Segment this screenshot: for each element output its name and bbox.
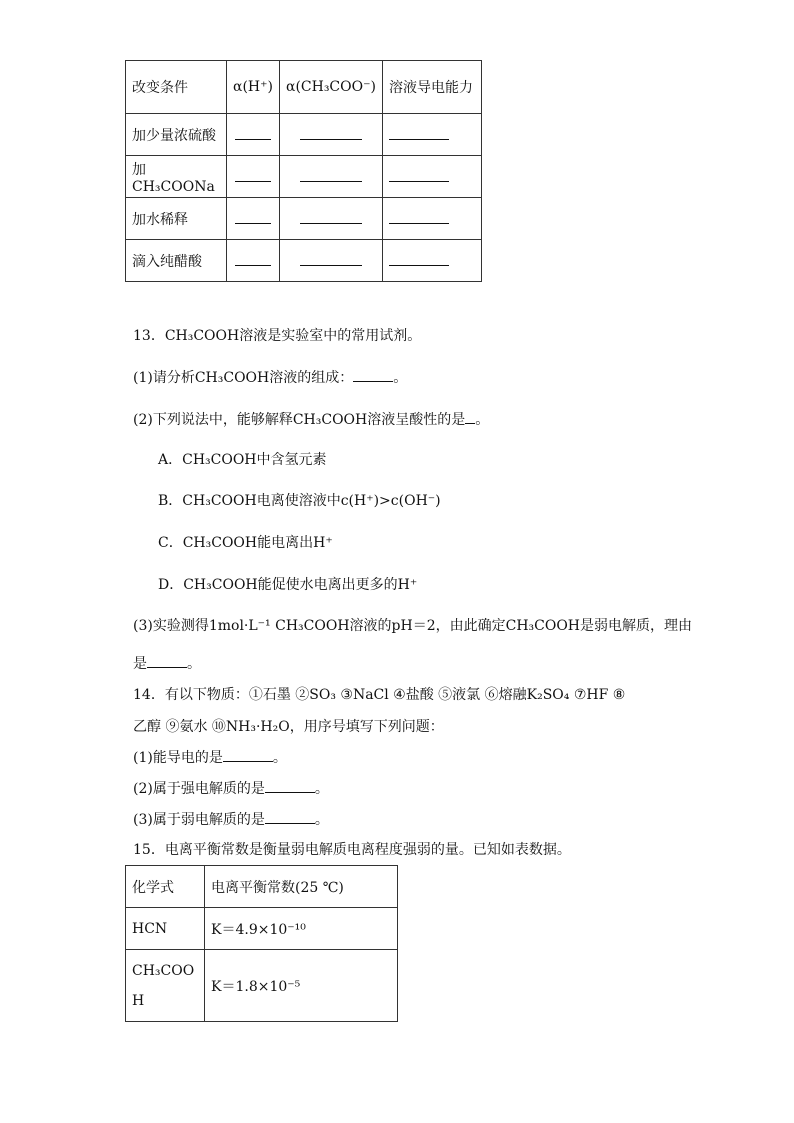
- answer-blank[interactable]: [265, 810, 315, 824]
- q13-part2-end: 。: [475, 412, 490, 428]
- answer-blank[interactable]: [300, 209, 362, 224]
- answer-blank[interactable]: [353, 368, 393, 382]
- blank-cell: [227, 240, 280, 282]
- q14-part1-text: (1)能导电的是: [133, 750, 223, 766]
- blank-cell: [227, 156, 280, 198]
- q13-option-c: C．CH₃COOH能电离出H⁺: [158, 535, 333, 551]
- q13-option-d: D．CH₃COOH能促使水电离出更多的H⁺: [158, 577, 418, 593]
- q13-part3-text: 是: [133, 656, 147, 672]
- q14-part3-text: (3)属于弱电解质的是: [133, 812, 265, 828]
- header-alpha-h: α(H⁺): [227, 61, 280, 114]
- q14-part3-end: 。: [314, 812, 329, 828]
- answer-blank[interactable]: [235, 167, 271, 182]
- q13-part3-end: 。: [187, 656, 201, 672]
- table-header-row: [126, 61, 482, 114]
- row-formula-line2: H: [132, 992, 145, 1009]
- row-formula: [126, 950, 205, 1022]
- answer-blank[interactable]: [235, 209, 271, 224]
- table-header-row: [126, 866, 398, 908]
- answer-blank[interactable]: [223, 748, 273, 762]
- answer-blank[interactable]: [389, 251, 449, 266]
- answer-blank[interactable]: [300, 125, 362, 140]
- q13-part2-text: (2)下列说法中，能够解释CH₃COOH溶液呈酸性的是: [133, 412, 466, 428]
- row-formula: HCN: [126, 908, 205, 950]
- q13-part3-line1: (3)实验测得1mol·L⁻¹ CH₃COOH溶液的pH＝2，由此确定CH₃COOH是弱电解质，理由: [133, 618, 693, 634]
- header-condition: 改变条件: [126, 61, 227, 114]
- blank-cell: [279, 240, 382, 282]
- answer-blank[interactable]: [235, 125, 271, 140]
- row-condition: 加CH₃COONa: [126, 156, 227, 198]
- q14-part2-end: 。: [314, 781, 329, 797]
- q14-line2: 乙醇 ⑨氨水 ⑩NH₃·H₂O，用序号填写下列问题：: [133, 719, 444, 735]
- q15-stem: 15．电离平衡常数是衡量弱电解质电离程度强弱的量。已知如表数据。: [133, 842, 571, 858]
- header-conductivity: 溶液导电能力: [382, 61, 481, 114]
- row-constant: K＝4.9×10⁻¹⁰: [205, 908, 398, 950]
- table-row: [126, 240, 482, 282]
- answer-blank[interactable]: [265, 779, 315, 793]
- q14-part1: [133, 748, 287, 767]
- q13-option-b: B．CH₃COOH电离使溶液中c(H⁺)>c(OH⁻): [158, 493, 441, 509]
- q13-part1: [133, 368, 407, 387]
- blank-cell: [382, 240, 481, 282]
- table-row: [126, 950, 398, 1022]
- q14-part2-text: (2)属于强电解质的是: [133, 781, 265, 797]
- blank-cell: [279, 114, 382, 156]
- q14-part2: [133, 779, 329, 798]
- q14-line1: 14．有以下物质：①石墨 ②SO₃ ③NaCl ④盐酸 ⑤液氯 ⑥熔融K₂SO₄ ⑦HF ⑧: [133, 687, 626, 703]
- blank-cell: [382, 198, 481, 240]
- conditions-table: [125, 60, 482, 282]
- q14-part1-end: 。: [272, 750, 287, 766]
- row-condition: 加少量浓硫酸: [126, 114, 227, 156]
- header-constant: 电离平衡常数(25 ℃): [205, 866, 398, 908]
- q13-option-a: A．CH₃COOH中含氢元素: [158, 452, 327, 468]
- q13-part2: [133, 410, 489, 429]
- row-condition: 加水稀释: [126, 198, 227, 240]
- ionization-constants-table: [125, 865, 398, 1022]
- q13-stem: 13．CH₃COOH溶液是实验室中的常用试剂。: [133, 328, 422, 344]
- blank-cell: [227, 114, 280, 156]
- table-row: [126, 156, 482, 198]
- answer-blank[interactable]: [389, 125, 449, 140]
- table-row: [126, 114, 482, 156]
- q13-part1-end: 。: [393, 370, 408, 386]
- answer-blank[interactable]: [465, 410, 475, 424]
- table-row: [126, 908, 398, 950]
- answer-blank[interactable]: [235, 251, 271, 266]
- header-alpha-acetate: α(CH₃COO⁻): [279, 61, 382, 114]
- header-formula: 化学式: [126, 866, 205, 908]
- blank-cell: [382, 156, 481, 198]
- row-constant: K＝1.8×10⁻⁵: [205, 950, 398, 1022]
- q13-part1-text: (1)请分析CH₃COOH溶液的组成：: [133, 370, 354, 386]
- row-condition: 滴入纯醋酸: [126, 240, 227, 282]
- answer-blank[interactable]: [389, 167, 449, 182]
- q13-part3-line2: [133, 654, 201, 673]
- answer-blank[interactable]: [300, 167, 362, 182]
- blank-cell: [279, 156, 382, 198]
- blank-cell: [227, 198, 280, 240]
- row-formula-line1: CH₃COO: [132, 962, 195, 979]
- blank-cell: [382, 114, 481, 156]
- answer-blank[interactable]: [300, 251, 362, 266]
- q14-part3: [133, 810, 329, 829]
- answer-blank[interactable]: [389, 209, 449, 224]
- answer-blank[interactable]: [147, 654, 187, 668]
- blank-cell: [279, 198, 382, 240]
- table-row: [126, 198, 482, 240]
